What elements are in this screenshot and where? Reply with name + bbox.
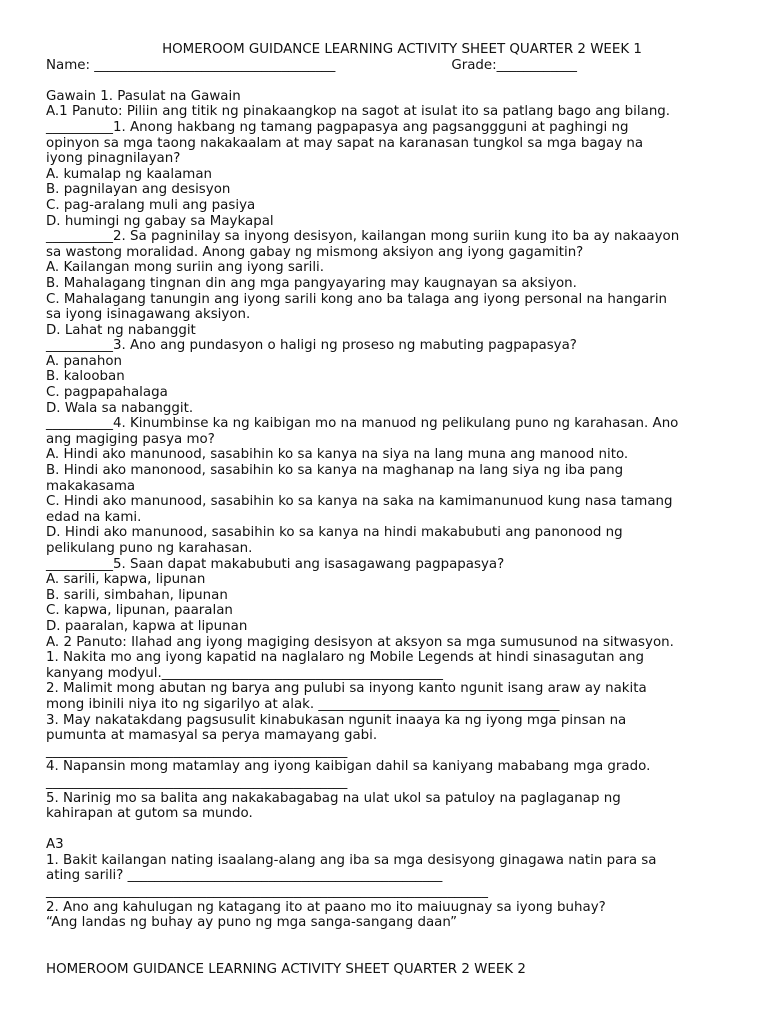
- choice: C. pag-aralang muli ang pasiya: [46, 197, 256, 213]
- answer-line[interactable]: __________________________________________________________________: [46, 884, 488, 900]
- situation-4: 4. Napansin mong matamlay ang iyong kaibigan dahil sa kaniyang mababang mga grado.: [46, 759, 651, 775]
- choice: A. Kailangan mong suriin ang iyong sarili.: [46, 260, 325, 276]
- a3-question-1: 1. Bakit kailangan nating isaalang-alang ang iba sa mga desisyong ginagawa natin para sa: [46, 852, 657, 868]
- instruction-a2: A. 2 Panuto: Ilahad ang iyong magiging desisyon at aksyon sa mga sumusunod na sitwasyon.: [46, 634, 674, 650]
- question-4-cont: ang magiging pasya mo?: [46, 431, 215, 447]
- quote: “Ang landas ng buhay ay puno ng mga sanga-sangang daan”: [46, 915, 458, 931]
- situation-3: 3. May nakatakdang pagsusulit kinabukasan ngunit inaaya ka ng iyong mga pinsan na: [46, 712, 627, 728]
- choice: C. Mahalagang tanungin ang iyong sarili kong ano ba talaga ang iyong personal na hangarin: [46, 291, 668, 307]
- situation-5: 5. Narinig mo sa balita ang nakakabagabag na ulat ukol sa patuloy na paglaganap ng: [46, 790, 621, 806]
- choice: A. panahon: [46, 353, 123, 369]
- name-grade-row: [46, 58, 728, 74]
- situation-5-cont: kahirapan at gutom sa mundo.: [46, 806, 253, 822]
- choice: D. Lahat ng nabanggit: [46, 322, 196, 338]
- choice: B. sarili, simbahan, lipunan: [46, 587, 228, 603]
- spacer: [46, 73, 728, 89]
- choice: B. pagnilayan ang desisyon: [46, 182, 231, 198]
- name-field[interactable]: Name: ____________________________________: [46, 57, 336, 73]
- choice-cont: pelikulang puno ng karahasan.: [46, 541, 253, 556]
- a3-question-1-answer[interactable]: ating sarili? _______________________________________________: [46, 868, 443, 884]
- a3-question-2: 2. Ano ang kahulugan ng katagang ito at paano mo ito maiuugnay sa iyong buhay?: [46, 899, 606, 915]
- answer-line[interactable]: _____________________________________________: [46, 774, 348, 790]
- question-3: __________3. Ano ang pundasyon o haligi ng proseso ng mabuting pagpapasya?: [46, 338, 577, 354]
- grade-field[interactable]: Grade:____________: [451, 57, 577, 73]
- situation-1: 1. Nakita mo ang iyong kapatid na naglalaro ng Mobile Legends at hindi sinasagutan ang: [46, 650, 644, 666]
- choice: B. Hindi ako manonood, sasabihin ko sa kanya na maghanap na lang siya ng iba pang: [46, 463, 624, 479]
- choice: B. Mahalagang tingnan din ang mga pangyayaring may kaugnayan sa aksiyon.: [46, 275, 577, 291]
- choice: A. kumalap ng kaalaman: [46, 166, 213, 182]
- choice-cont: edad na kami.: [46, 509, 142, 525]
- section-a3-title: A3: [46, 837, 64, 853]
- answer-line[interactable]: _____________________________________________: [46, 743, 348, 759]
- choice: A. sarili, kapwa, lipunan: [46, 572, 206, 588]
- worksheet-title: HOMEROOM GUIDANCE LEARNING ACTIVITY SHEET QUARTER 2 WEEK 1: [162, 42, 642, 57]
- situation-3-cont: pumunta at mamasyal sa perya mamayang gabi.: [46, 728, 378, 744]
- choice-cont: makakasama: [46, 478, 136, 494]
- choice: D. Hindi ako manunood, sasabihin ko sa kanya na hindi makabubuti ang panonood ng: [46, 525, 623, 541]
- situation-2-answer[interactable]: mong ibinili niya ito ng sigarilyo at alak. ____________________________________: [46, 696, 560, 712]
- instruction-a1: A.1 Panuto: Piliin ang titik ng pinakaangkop na sagot at isulat ito sa patlang bago ang bilang.: [46, 104, 671, 120]
- spacer: [46, 822, 728, 838]
- question-1-cont: opinyon sa mga taong nakakaalam at may sapat na karanasan tungkol sa mga bagay na: [46, 135, 644, 151]
- next-sheet-title: HOMEROOM GUIDANCE LEARNING ACTIVITY SHEET QUARTER 2 WEEK 2: [46, 962, 526, 977]
- question-4: __________4. Kinumbinse ka ng kaibigan mo na manuod ng pelikulang puno ng karahasan. Ano: [46, 416, 679, 432]
- choice: D. paaralan, kapwa at lipunan: [46, 618, 248, 634]
- choice-cont: sa iyong isinagawang aksiyon.: [46, 307, 251, 323]
- choice: B. kalooban: [46, 369, 125, 385]
- situation-2: 2. Malimit mong abutan ng barya ang pulubi sa inyong kanto ngunit isang araw ay nakita: [46, 681, 647, 697]
- choice: D. humingi ng gabay sa Maykapal: [46, 213, 274, 229]
- choice: A. Hindi ako manunood, sasabihin ko sa kanya na siya na lang muna ang manood nito.: [46, 447, 629, 463]
- choice: C. pagpapahalaga: [46, 385, 168, 401]
- situation-1-answer[interactable]: kanyang modyul.__________________________________________: [46, 665, 443, 681]
- section-title: Gawain 1. Pasulat na Gawain: [46, 88, 241, 104]
- choice: C. kapwa, lipunan, paaralan: [46, 603, 233, 619]
- question-5: __________5. Saan dapat makabubuti ang isasagawang pagpapasya?: [46, 556, 505, 572]
- question-1-cont: iyong pinagnilayan?: [46, 151, 181, 167]
- question-2: __________2. Sa pagninilay sa inyong desisyon, kailangan mong suriin kung ito ba ay nakaayon: [46, 229, 680, 245]
- choice: C. Hindi ako manunood, sasabihin ko sa kanya na saka na kamimanunuod kung nasa tamang: [46, 494, 673, 510]
- question-1: __________1. Anong hakbang ng tamang pagpapasya ang pagsanggguni at paghingi ng: [46, 119, 629, 135]
- choice: D. Wala sa nabanggit.: [46, 400, 194, 416]
- question-2-cont: sa wastong moralidad. Anong gabay ng mismong aksiyon ang iyong gagamitin?: [46, 244, 584, 260]
